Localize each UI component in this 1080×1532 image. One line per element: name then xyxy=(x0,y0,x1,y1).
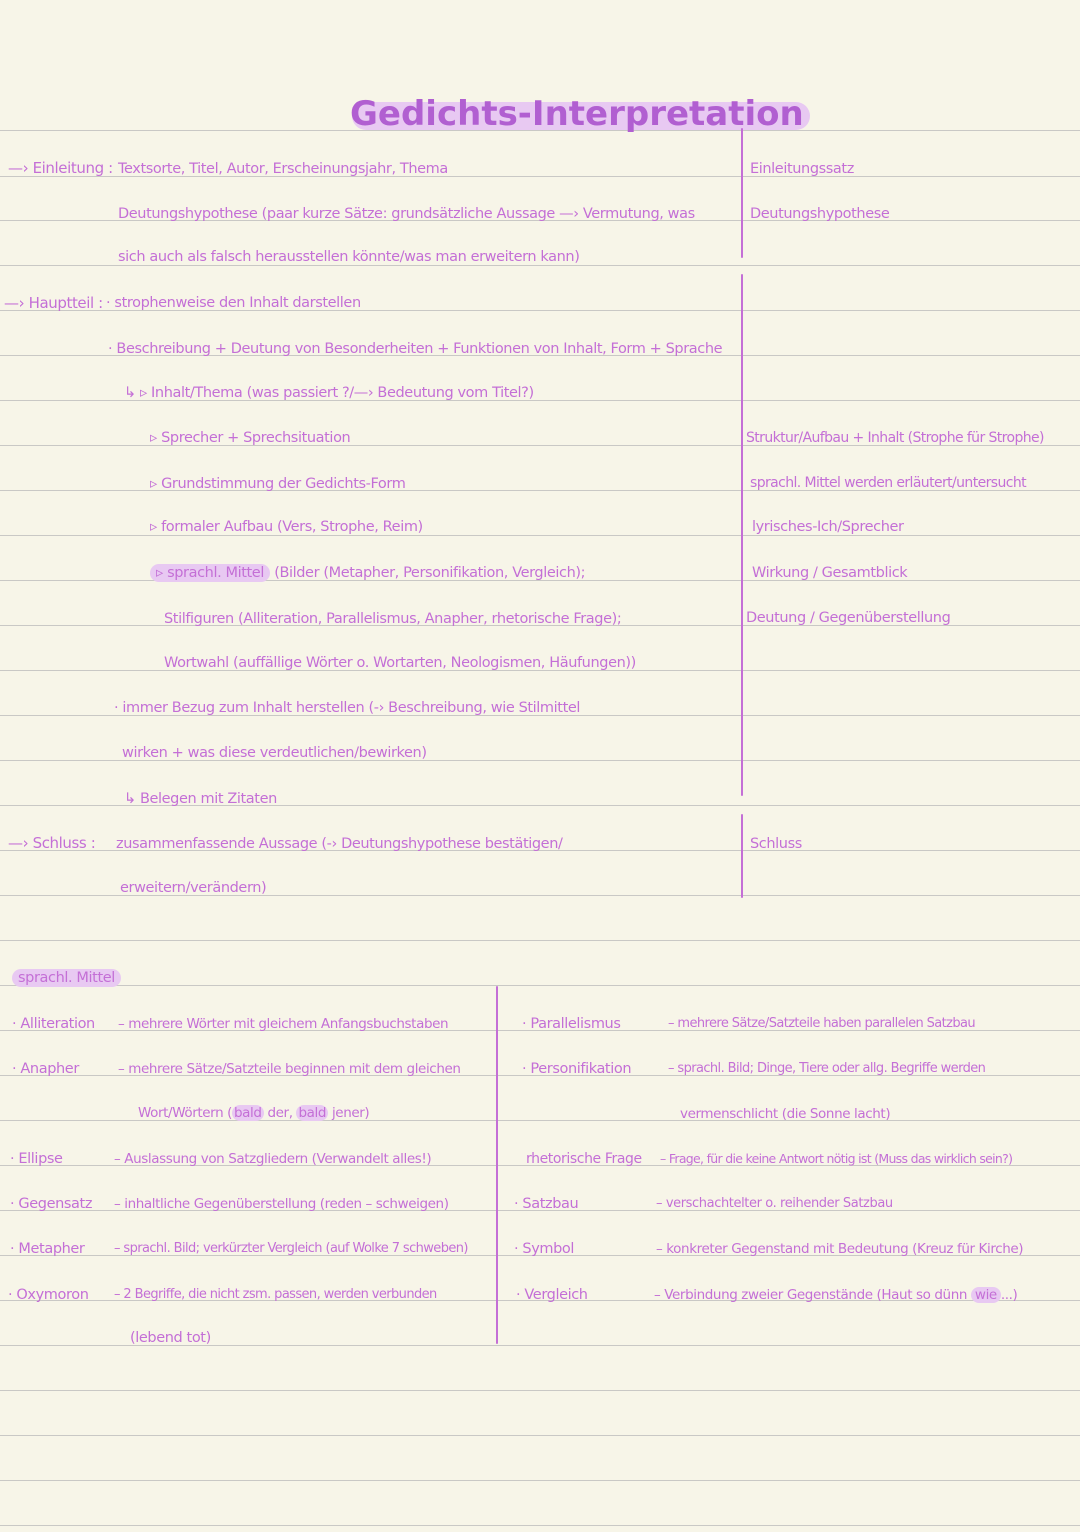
term-gegensatz: · Gegensatz xyxy=(10,1196,93,1212)
sidebar-note-3: Struktur/Aufbau + Inhalt (Strophe für Strophe) xyxy=(746,430,1044,446)
hauptteil-line-11: wirken + was diese verdeutlichen/bewirken) xyxy=(122,745,427,761)
divider-conclusion xyxy=(741,814,743,898)
term-symbol: · Symbol xyxy=(514,1241,575,1257)
term-ellipse: · Ellipse xyxy=(10,1151,63,1167)
def-personifikation-continued: vermenschlicht (die Sonne lacht) xyxy=(680,1106,891,1122)
schluss-label: —› Schluss : xyxy=(8,834,96,852)
term-anapher: · Anapher xyxy=(12,1061,79,1077)
divider-mittel xyxy=(496,986,498,1344)
sidebar-note-6: Wirkung / Gesamtblick xyxy=(752,565,908,581)
hauptteil-line-12: ↳ Belegen mit Zitaten xyxy=(124,791,277,807)
hauptteil-label: —› Hauptteil : xyxy=(4,294,103,312)
hauptteil-line-4: ▹ Sprecher + Sprechsituation xyxy=(150,430,351,446)
term-alliteration: · Alliteration xyxy=(12,1016,95,1032)
term-metapher: · Metapher xyxy=(10,1241,85,1257)
hauptteil-line-8: Stilfiguren (Alliteration, Parallelismus, Anapher, rhetorische Frage); xyxy=(164,611,622,627)
def-metapher: – sprachl. Bild; verkürzter Vergleich (auf Wolke 7 schweben) xyxy=(114,1241,468,1256)
def-symbol: – konkreter Gegenstand mit Bedeutung (Kreuz für Kirche) xyxy=(656,1241,1024,1257)
sidebar-note-1: Einleitungssatz xyxy=(750,161,854,177)
hauptteil-line-5: ▹ Grundstimmung der Gedichts-Form xyxy=(150,476,406,492)
term-vergleich: · Vergleich xyxy=(516,1287,588,1303)
term-rhetorische-frage: rhetorische Frage xyxy=(526,1151,642,1167)
def-anapher-continued: Wort/Wörtern ( bald der, bald jener) xyxy=(138,1105,370,1121)
term-oxymoron: · Oxymoron xyxy=(8,1287,89,1303)
page-title: Gedichts-Interpretation xyxy=(350,92,804,136)
term-satzbau: · Satzbau xyxy=(514,1196,579,1212)
hauptteil-line-6: ▹ formaler Aufbau (Vers, Strophe, Reim) xyxy=(150,519,423,535)
def-vergleich: – Verbindung zweier Gegenstände (Haut so dünn wie ...) xyxy=(654,1287,1018,1303)
def-rhetorische-frage: – Frage, für die keine Antwort nötig ist (Muss das wirklich sein?) xyxy=(660,1151,1013,1166)
hauptteil-line-2: · Beschreibung + Deutung von Besonderheiten + Funktionen von Inhalt, Form + Sprache xyxy=(108,341,723,357)
einleitung-line-3: sich auch als falsch herausstellen könnte/was man erweitern kann) xyxy=(118,249,580,265)
def-parallelismus: – mehrere Sätze/Satzteile haben parallelen Satzbau xyxy=(668,1016,976,1031)
hauptteil-line-3: ↳ ▹ Inhalt/Thema (was passiert ?/—› Bedeutung vom Titel?) xyxy=(124,385,534,401)
divider-main xyxy=(741,274,743,796)
schluss-line-2: erweitern/verändern) xyxy=(120,880,267,896)
schluss-line-1: zusammenfassende Aussage (-› Deutungshypothese bestätigen/ xyxy=(116,836,563,852)
def-oxymoron: – 2 Begriffe, die nicht zsm. passen, werden verbunden xyxy=(114,1287,437,1302)
hauptteil-line-7-text: (Bilder (Metapher, Personifikation, Vergleich); xyxy=(274,565,586,581)
sidebar-note-8: Schluss xyxy=(750,836,802,852)
def-oxymoron-continued: (lebend tot) xyxy=(130,1330,211,1346)
hauptteil-line-9: Wortwahl (auffällige Wörter o. Wortarten, Neologismen, Häufungen)) xyxy=(164,655,636,671)
sidebar-note-7: Deutung / Gegenüberstellung xyxy=(746,610,951,626)
term-personifikation: · Personifikation xyxy=(522,1061,632,1077)
sidebar-note-2: Deutungshypothese xyxy=(750,206,890,222)
def-satzbau: – verschachtelter o. reihender Satzbau xyxy=(656,1196,893,1211)
sidebar-note-4: sprachl. Mittel werden erläutert/untersucht xyxy=(750,475,1026,491)
hauptteil-line-1: · strophenweise den Inhalt darstellen xyxy=(106,295,361,311)
mittel-heading: sprachl. Mittel xyxy=(12,968,121,988)
def-personifikation: – sprachl. Bild; Dinge, Tiere oder allg. Begriffe werden xyxy=(668,1061,986,1076)
highlight-wie: wie xyxy=(971,1287,1001,1303)
def-alliteration: – mehrere Wörter mit gleichem Anfangsbuchstaben xyxy=(118,1016,449,1032)
divider-intro xyxy=(741,128,743,258)
sidebar-note-5: lyrisches-Ich/Sprecher xyxy=(752,519,904,535)
def-ellipse: – Auslassung von Satzgliedern (Verwandelt alles!) xyxy=(114,1151,432,1167)
hauptteil-line-10: · immer Bezug zum Inhalt herstellen (-› Beschreibung, wie Stilmittel xyxy=(114,700,580,716)
term-parallelismus: · Parallelismus xyxy=(522,1016,621,1032)
hauptteil-line-7 xyxy=(150,563,585,583)
def-anapher: – mehrere Sätze/Satzteile beginnen mit dem gleichen xyxy=(118,1061,461,1077)
highlight-sprachl-mittel: ▹ sprachl. Mittel xyxy=(150,564,270,582)
def-gegensatz: – inhaltliche Gegenüberstellung (reden – schweigen) xyxy=(114,1196,449,1212)
einleitung-line-1: Textsorte, Titel, Autor, Erscheinungsjahr, Thema xyxy=(118,161,448,177)
einleitung-line-2: Deutungshypothese (paar kurze Sätze: grundsätzliche Aussage —› Vermutung, was xyxy=(118,206,695,222)
einleitung-label: —› Einleitung : xyxy=(8,159,113,177)
